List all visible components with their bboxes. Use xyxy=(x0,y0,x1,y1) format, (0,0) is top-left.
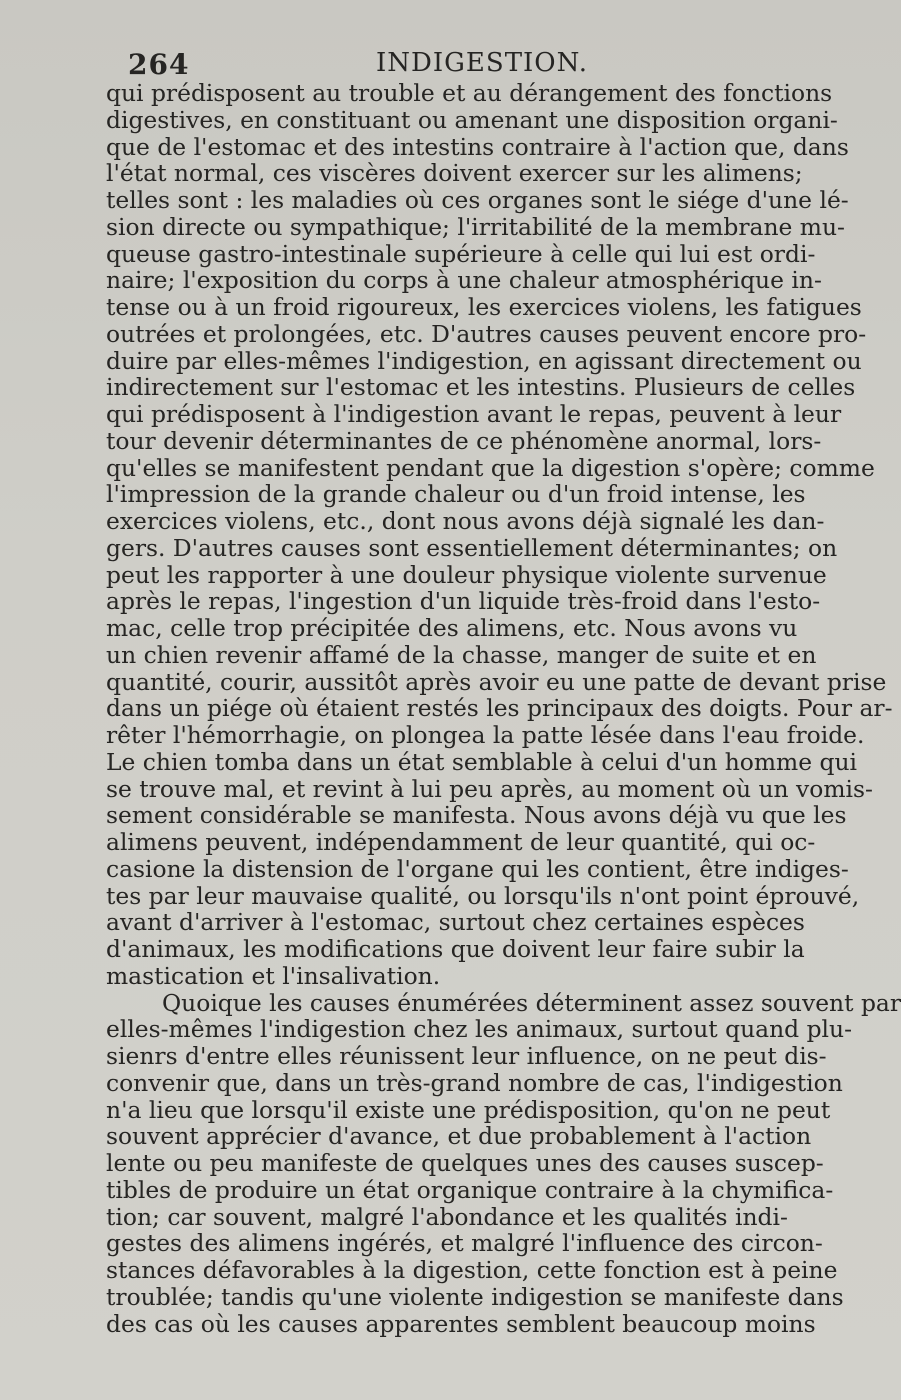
paragraph-1 xyxy=(106,79,893,990)
text-line: exercices violens, etc., dont nous avons déjà signalé les dan- xyxy=(106,507,825,535)
text-line: d'animaux, les modifications que doivent leur faire subir la xyxy=(106,935,805,963)
text-line: qu'elles se manifestent pendant que la digestion s'opère; comme xyxy=(106,453,875,482)
paragraph-2 xyxy=(106,988,901,1338)
text-line: que de l'estomac et des intestins contraire à l'action que, dans xyxy=(106,132,849,161)
text-line: souvent apprécier d'avance, et due probablement à l'action xyxy=(106,1122,812,1151)
text-line: stances défavorables à la digestion, cette fonction est à peine xyxy=(106,1256,838,1284)
running-title: INDIGESTION. xyxy=(376,48,588,78)
page-number: 264 xyxy=(128,48,190,81)
text-line: après le repas, l'ingestion d'un liquide très-froid dans l'esto- xyxy=(106,587,821,616)
text-line: sement considérable se manifesta. Nous avons déjà vu que les xyxy=(106,801,847,830)
text-line: outrées et prolongées, etc. D'autres causes peuvent encore pro- xyxy=(106,319,867,348)
text-line: tion; car souvent, malgré l'abondance et les qualités indi- xyxy=(106,1202,788,1231)
text-line: naire; l'exposition du corps à une chaleur atmosphérique in- xyxy=(106,266,822,295)
text-line: mac, celle trop précipitée des alimens, etc. Nous avons vu xyxy=(106,614,798,642)
text-line: Le chien tomba dans un état semblable à celui d'un homme qui xyxy=(106,747,858,776)
text-line: des cas où les causes apparentes semblent beaucoup moins xyxy=(106,1309,816,1338)
text-line: avant d'arriver à l'estomac, surtout chez certaines espèces xyxy=(106,908,805,937)
text-line: tour devenir déterminantes de ce phénomène anormal, lors- xyxy=(106,426,822,455)
text-line: alimens peuvent, indépendamment de leur quantité, qui oc- xyxy=(106,828,816,856)
text-line: queuse gastro-intestinale supérieure à celle qui lui est ordi- xyxy=(106,239,816,268)
text-line: casione la distension de l'organe qui les contient, être indiges- xyxy=(106,854,849,883)
text-line: un chien revenir affamé de la chasse, manger de suite et en xyxy=(106,640,817,669)
text-line: duire par elles-mêmes l'indigestion, en agissant directement ou xyxy=(106,346,862,375)
text-line: indirectement sur l'estomac et les intestins. Plusieurs de celles xyxy=(106,373,856,402)
text-line: l'impression de la grande chaleur ou d'un froid intense, les xyxy=(106,480,806,509)
body-text xyxy=(106,79,901,1338)
text-line: peut les rapporter à une douleur physique violente survenue xyxy=(106,560,827,589)
text-line: qui prédisposent au trouble et au dérangement des fonctions xyxy=(106,79,833,107)
text-line: troublée; tandis qu'une violente indigestion se manifeste dans xyxy=(106,1282,844,1311)
text-line: se trouve mal, et revint à lui peu après, au moment où un vomis- xyxy=(106,774,873,803)
text-line: tibles de produire un état organique contraire à la chymifica- xyxy=(106,1175,834,1204)
text-line: rêter l'hémorrhagie, on plongea la patte lésée dans l'eau froide. xyxy=(106,721,865,749)
text-line: lente ou peu manifeste de quelques unes des causes suscep- xyxy=(106,1149,824,1177)
text-line: n'a lieu que lorsqu'il existe une prédisposition, qu'on ne peut xyxy=(106,1095,831,1124)
text-line: l'état normal, ces viscères doivent exercer sur les alimens; xyxy=(106,159,803,188)
text-line: digestives, en constituant ou amenant une disposition organi- xyxy=(106,105,838,134)
text-line: convenir que, dans un très-grand nombre de cas, l'indigestion xyxy=(106,1068,843,1097)
text-line: qui prédisposent à l'indigestion avant le repas, peuvent à leur xyxy=(106,400,842,428)
text-line: telles sont : les maladies où ces organes sont le siége d'une lé- xyxy=(106,186,849,214)
text-line: elles-mêmes l'indigestion chez les animaux, surtout quand plu- xyxy=(106,1015,853,1044)
text-line: Quoique les causes énumérées déterminent assez souvent par xyxy=(162,988,901,1017)
text-line: dans un piége où étaient restés les principaux des doigts. Pour ar- xyxy=(106,694,893,723)
text-line: quantité, courir, aussitôt après avoir eu une patte de devant prise xyxy=(106,667,887,696)
text-line: tense ou à un froid rigoureux, les exercices violens, les fatigues xyxy=(106,293,862,321)
text-line: gers. D'autres causes sont essentiellement déterminantes; on xyxy=(106,533,838,562)
text-line: sienrs d'entre elles réunissent leur influence, on ne peut dis- xyxy=(106,1042,827,1070)
text-line: mastication et l'insalivation. xyxy=(106,961,441,990)
text-line: sion directe ou sympathique; l'irritabilité de la membrane mu- xyxy=(106,212,845,241)
text-line: tes par leur mauvaise qualité, ou lorsqu'ils n'ont point éprouvé, xyxy=(106,881,860,910)
text-line: gestes des alimens ingérés, et malgré l'influence des circon- xyxy=(106,1229,823,1258)
